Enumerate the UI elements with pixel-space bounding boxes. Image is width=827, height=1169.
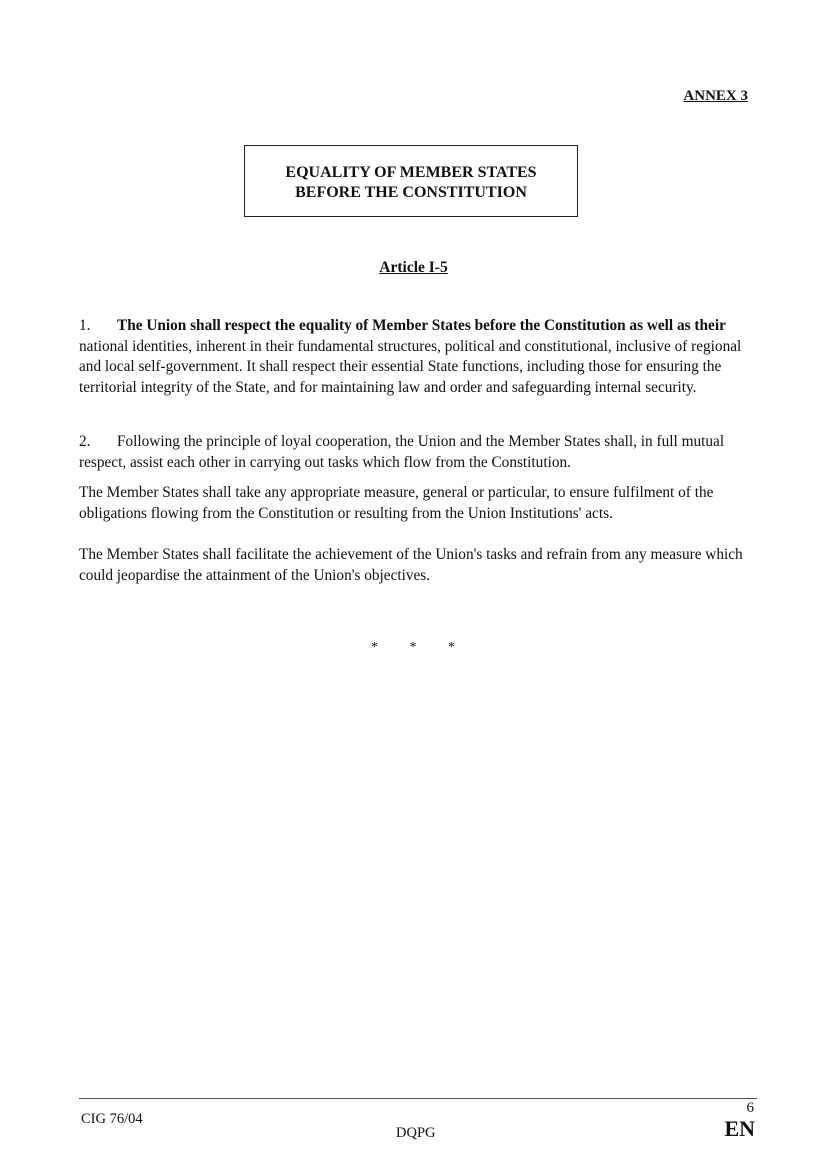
footer-unit-code: DQPG — [396, 1125, 436, 1141]
footer-document-reference: CIG 76/04 — [81, 1111, 143, 1127]
title-box — [244, 145, 578, 217]
footer-divider — [79, 1098, 757, 1099]
paragraph-1 — [79, 316, 751, 398]
paragraph-2-number: 2. — [79, 433, 91, 450]
paragraph-4: The Member States shall facilitate the achievement of the Union's tasks and refrain from any measure which could jeopardise the attainment of the Union's objectives. — [79, 546, 743, 584]
paragraph-1-text: national identities, inherent in their fundamental structures, political and constitutional, inclusive of regional and local self-government. It shall respect their essential State functions, including those for ensuring the territorial integrity of the State, and for maintaining law and order and safeguarding internal security. — [79, 337, 742, 396]
article-heading: Article I-5 — [379, 259, 448, 276]
paragraph-2-text: Following the principle of loyal cooperation, the Union and the Member States shall, in full mutual respect, assist each other in carrying out tasks which flow from the Constitution. — [79, 433, 725, 471]
title-line-2: BEFORE THE CONSTITUTION — [295, 184, 527, 201]
language-code: EN — [724, 1116, 755, 1141]
page-number: 6 — [746, 1100, 754, 1116]
annex-label: ANNEX 3 — [683, 88, 748, 104]
section-separator: * * * — [371, 640, 469, 655]
paragraph-2 — [79, 432, 751, 473]
paragraph-1-number: 1. — [79, 317, 91, 334]
paragraph-1-bold-text: The Union shall respect the equality of Member States before the Constitution as well as their — [117, 317, 726, 334]
title-line-1: EQUALITY OF MEMBER STATES — [285, 164, 537, 181]
paragraph-3: The Member States shall take any appropriate measure, general or particular, to ensure fulfilment of the obligations flowing from the Constitution or resulting from the Union Institutions' acts. — [79, 484, 714, 522]
